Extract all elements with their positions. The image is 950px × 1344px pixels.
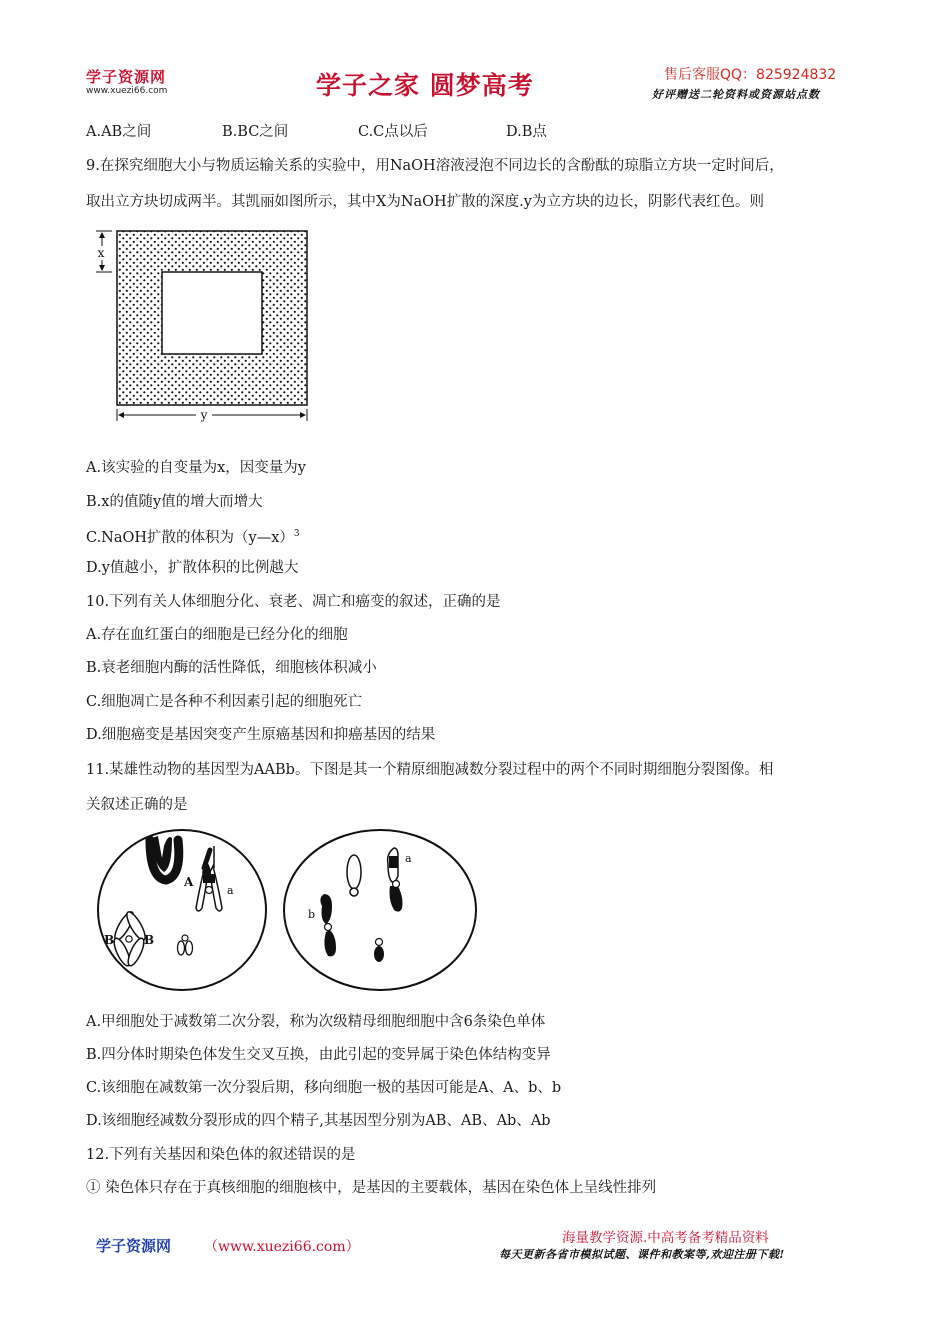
label-a-lower: a [227, 884, 234, 897]
q10-option-d: D.细胞癌变是基因突变产生原癌基因和抑癌基因的结果 [86, 727, 436, 743]
q9-option-c-exponent: 3 [293, 529, 300, 539]
header-logo-url[interactable]: www.xuezi66.com [86, 86, 168, 96]
q9-option-a: A.该实验的自变量为x，因变量为y [86, 460, 306, 476]
y-dimension-marker [117, 407, 307, 423]
q9-option-d: D.y值越小，扩散体积的比例越大 [86, 560, 299, 576]
q10-option-c: C.细胞凋亡是各种不利因素引起的细胞死亡 [86, 694, 363, 710]
q11-stem-line2: 关叙述正确的是 [86, 797, 188, 813]
x-label: x [97, 246, 105, 260]
y-label: y [200, 408, 208, 422]
header-slogan: 好评赠送二轮资料或资源站点数 [652, 88, 820, 101]
q9-option-c [86, 524, 300, 548]
q12-stem: 12.下列有关基因和染色体的叙述错误的是 [86, 1147, 356, 1163]
footer-notice: 每天更新各省市模拟试题、课件和教案等,欢迎注册下载! [499, 1248, 785, 1261]
q12-item-1: ① 染色体只存在于真核细胞的细胞核中，是基因的主要载体，基因在染色体上呈线性排列 [86, 1180, 657, 1196]
q9-option-c-text: C.NaOH扩散的体积为（y—x） [86, 529, 294, 546]
cell-2 [284, 830, 476, 990]
q11-option-a: A.甲细胞处于减数第二次分裂，称为次级精母细胞细胞中含6条染色单体 [86, 1014, 546, 1030]
cell-1 [98, 830, 266, 990]
q11-stem-line1: 11.某雄性动物的基因型为AABb。下图是其一个精原细胞减数分裂过程中的两个不同时期细胞分裂图像。相 [86, 762, 774, 778]
q9-stem-line1: 9.在探究细胞大小与物质运输关系的实验中，用NaOH溶液浸泡不同边长的含酚酞的琼脂立方块一定时间后， [86, 158, 784, 174]
q11-cell-figure [92, 828, 482, 992]
header-qq: 售后客服QQ：825924832 [664, 67, 837, 83]
label-b-cell2: b [308, 908, 316, 921]
x-dimension-marker [94, 231, 112, 272]
q8-option-c: C.C点以后 [358, 124, 428, 140]
q10-stem: 10.下列有关人体细胞分化、衰老、凋亡和癌变的叙述，正确的是 [86, 594, 501, 610]
label-b-left: B [104, 933, 115, 947]
chromosome-small-black [374, 939, 384, 963]
q9-stem-line2: 取出立方块切成两半。其凯丽如图所示，其中X为NaOH扩散的深度.y为立方块的边长，阴影代表红色。则 [86, 194, 764, 210]
footer-brand[interactable]: 学子资源网 [96, 1237, 172, 1255]
q11-option-b: B.四分体时期染色体发生交叉互换，由此引起的变异属于染色体结构变异 [86, 1047, 551, 1063]
label-a-cell2: a [405, 852, 412, 865]
header-logo[interactable]: 学子资源网 [86, 68, 167, 86]
header-title: 学子之家 圆梦高考 [316, 71, 534, 100]
label-a-upper: A [184, 875, 194, 889]
q8-option-a: A.AB之间 [86, 124, 152, 140]
agar-block [117, 231, 307, 405]
q10-option-a: A.存在血红蛋白的细胞是已经分化的细胞 [86, 627, 348, 643]
footer-tagline: 海量教学资源.中高考备考精品资料 [562, 1230, 769, 1246]
q11-option-c: C.该细胞在减数第一次分裂后期，移向细胞一极的基因可能是A、A、b、b [86, 1080, 562, 1096]
q8-option-b: B.BC之间 [222, 124, 289, 140]
footer-url[interactable]: （www.xuezi66.com） [204, 1239, 360, 1255]
q10-option-b: B.衰老细胞内酶的活性降低，细胞核体积减小 [86, 660, 377, 676]
q11-option-d: D.该细胞经减数分裂形成的四个精子,其基因型分别为AB、AB、Ab、Ab [86, 1113, 551, 1129]
q9-diffusion-figure [90, 226, 320, 426]
q8-option-d: D.B点 [506, 124, 547, 140]
label-b-right: B [144, 933, 155, 947]
q9-option-b: B.x的值随y值的增大而增大 [86, 494, 263, 510]
